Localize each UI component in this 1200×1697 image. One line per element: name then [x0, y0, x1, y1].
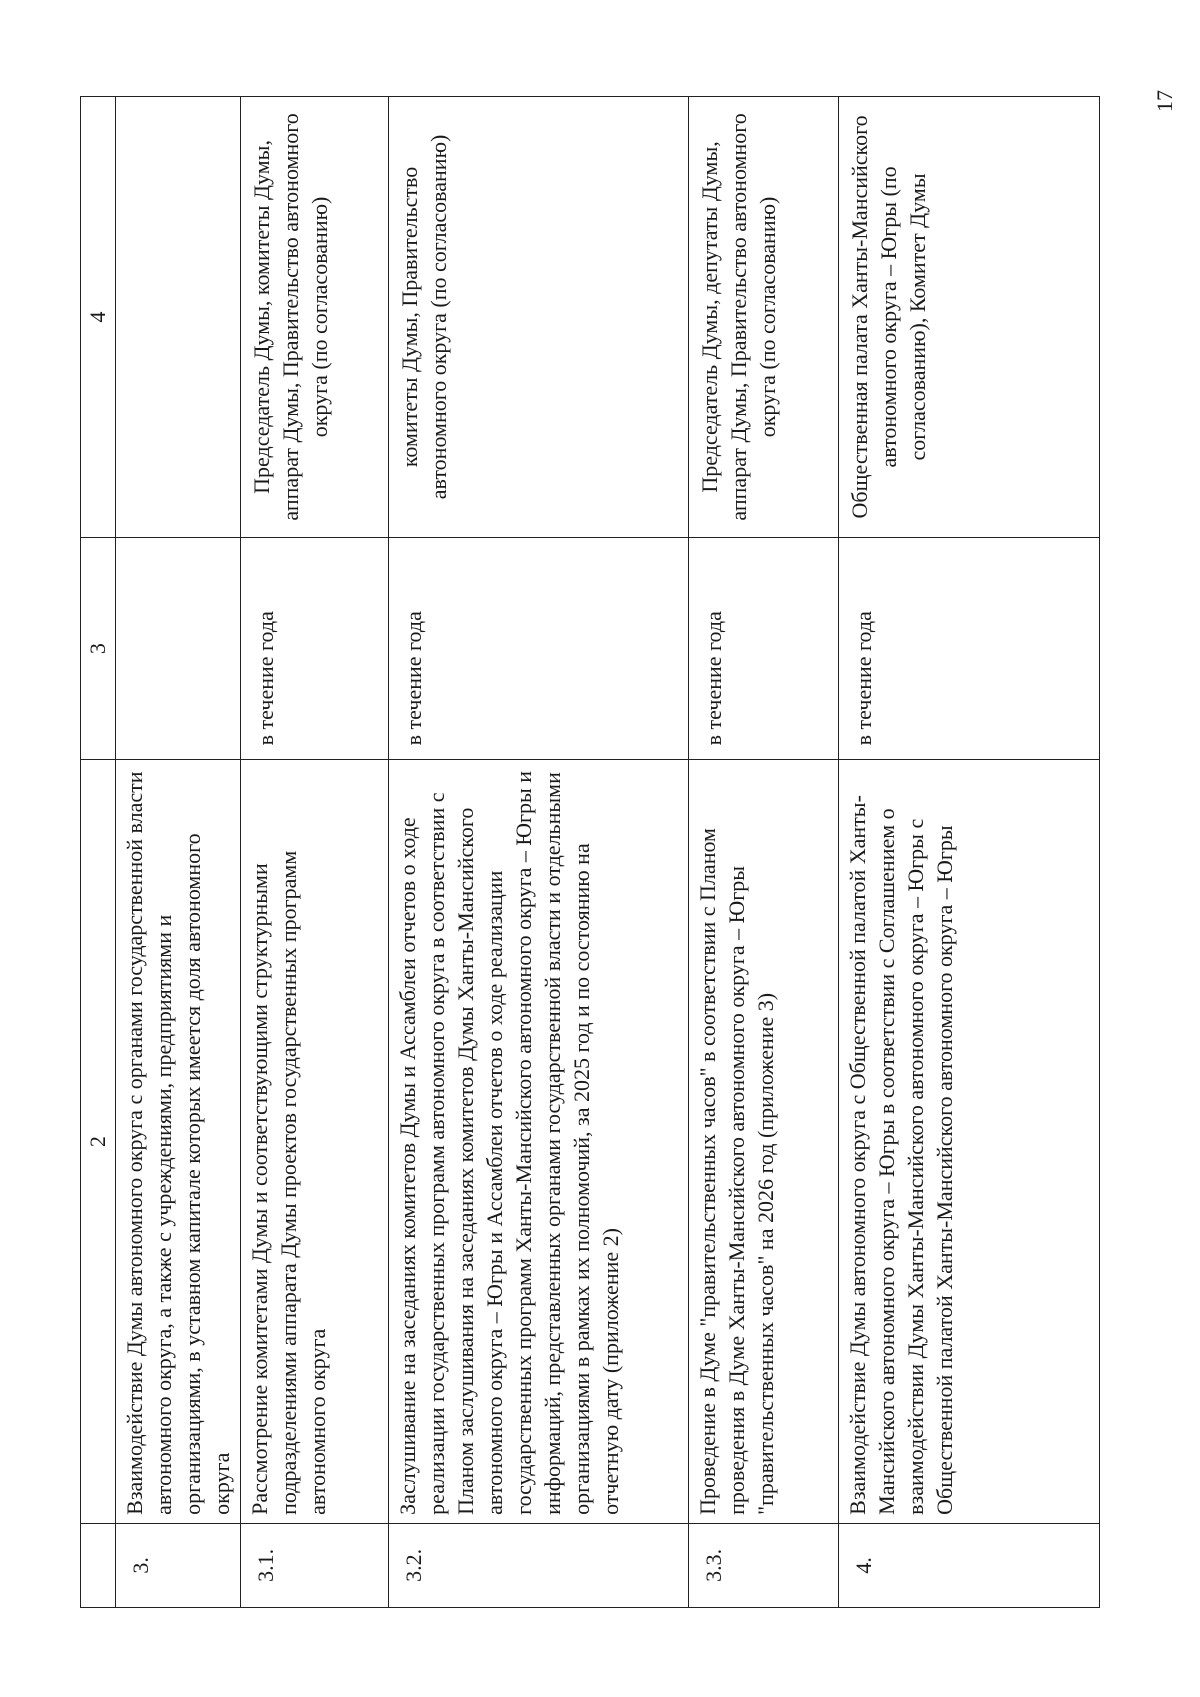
row-responsible: комитеты Думы, Правительство автономного округа (по согласованию): [389, 97, 689, 538]
header-col-1: [81, 1523, 116, 1607]
header-row: [81, 97, 116, 1608]
page-number: 17: [1152, 90, 1177, 112]
table-row: [241, 97, 389, 1608]
row-number: 4.: [839, 1523, 1100, 1607]
rotated-document: [80, 96, 1100, 1608]
row-period: в течение года: [389, 537, 689, 759]
table-row: [389, 97, 689, 1608]
row-description: Заслушивание на заседаниях комитетов Думы и Ассамблеи отчетов о ходе реализации государственных программ автономного округа в соответствии с Планом заслушивания на заседаниях комитетов Думы Ханты-Мансийского автономного округа – Югры и Ассамблеи отчетов о ходе реализации государственных программ Ханты-Мансийского автономного округа – Югры и информаций, представленных органами государственной власти и отдельными организациями в рамках их полномочий, за 2025 год и по состоянию на отчетную дату (приложение 2): [389, 760, 689, 1524]
table-row: [839, 97, 1100, 1608]
row-period: в течение года: [839, 537, 1100, 759]
table-row: [689, 97, 839, 1608]
row-number: 3.: [116, 1523, 241, 1607]
row-number: 3.1.: [241, 1523, 389, 1607]
row-description: Взаимодействие Думы автономного округа с органами государственной власти автономного округа, а также с учреждениями, предприятиями и организациями, в уставном капитале которых имеется доля автономного округа: [116, 760, 241, 1524]
row-period: в течение года: [689, 537, 839, 759]
row-responsible: [116, 97, 241, 538]
table-row: [116, 97, 241, 1608]
row-period: [116, 537, 241, 759]
row-description: Рассмотрение комитетами Думы и соответствующими структурными подразделениями аппарата Думы проектов государственных программ автономного округа: [241, 760, 389, 1524]
row-responsible: Председатель Думы, депутаты Думы, аппарат Думы, Правительство автономного округа (по согласованию): [689, 97, 839, 538]
header-col-4: 4: [81, 97, 116, 538]
row-responsible: Председатель Думы, комитеты Думы, аппарат Думы, Правительство автономного округа (по согласованию): [241, 97, 389, 538]
row-responsible: Общественная палата Ханты-Мансийского автономного округа – Югры (по согласованию), Комитет Думы: [839, 97, 1100, 538]
header-col-3: 3: [81, 537, 116, 759]
header-col-2: 2: [81, 760, 116, 1524]
row-number: 3.2.: [389, 1523, 689, 1607]
plan-table: [80, 96, 1100, 1608]
row-period: в течение года: [241, 537, 389, 759]
row-number: 3.3.: [689, 1523, 839, 1607]
row-description: Взаимодействие Думы автономного округа с Общественной палатой Ханты-Мансийского автономного округа – Югры в соответствии с Соглашением о взаимодействии Думы Ханты-Мансийского автономного округа – Югры с Общественной палатой Ханты-Мансийского автономного округа – Югры: [839, 760, 1100, 1524]
row-description: Проведение в Думе "правительственных часов" в соответствии с Планом проведения в Думе Ханты-Мансийского автономного округа – Югры "правительственных часов" на 2026 год (приложение 3): [689, 760, 839, 1524]
